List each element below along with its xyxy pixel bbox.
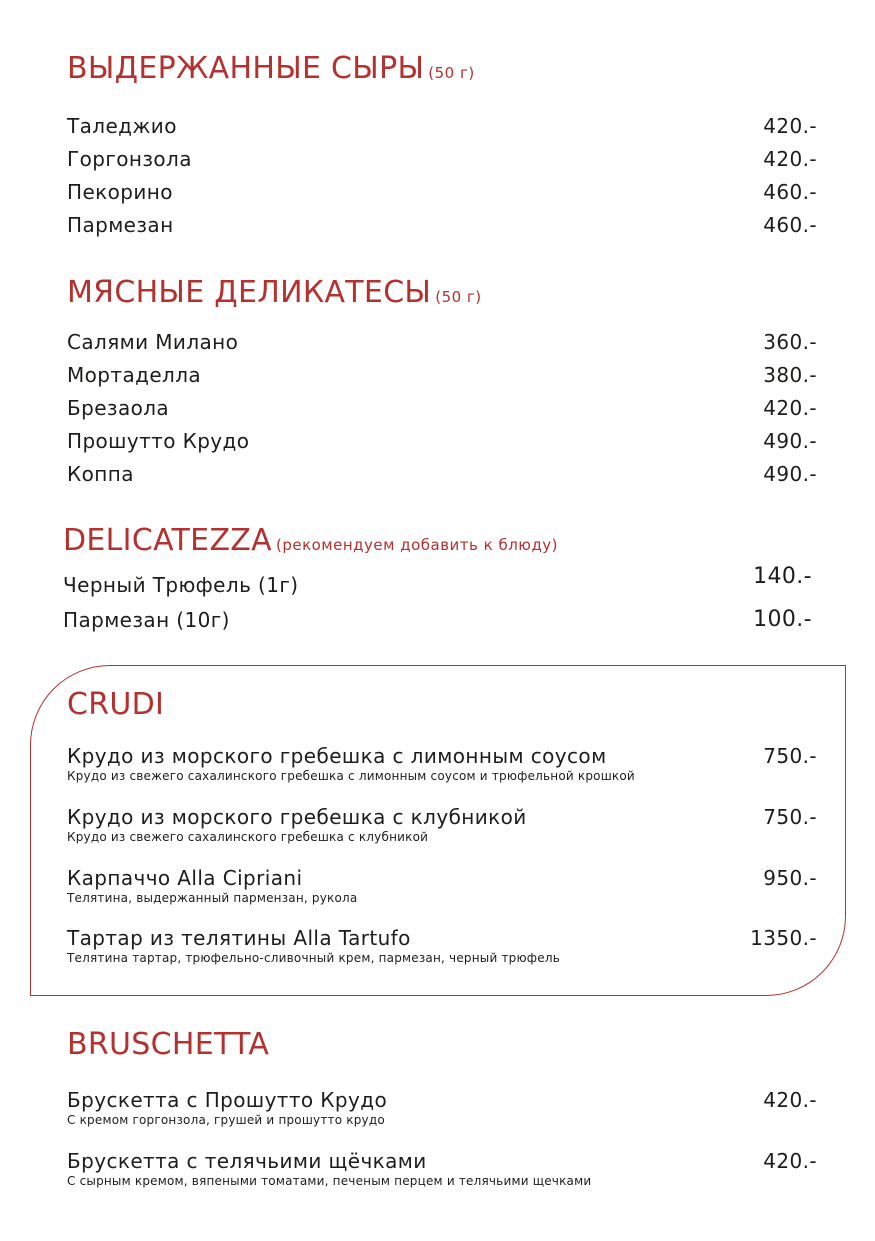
item-price: 490.- (763, 462, 817, 486)
item-price: 420.- (763, 1088, 817, 1112)
section-title-crudi: CRUDI (67, 687, 165, 722)
menu-item (67, 210, 817, 240)
item-description: Телятина, выдержанный пармензан, рукола (67, 891, 358, 905)
section-title-cheeses-text: ВЫДЕРЖАННЫЕ СЫРЫ (67, 51, 425, 86)
item-price: 140.- (753, 564, 812, 589)
item-price: 100.- (753, 607, 812, 632)
menu-item (67, 144, 817, 174)
menu-item (63, 564, 812, 600)
item-name: Крудо из морского гребешка с клубникой (67, 805, 527, 829)
section-title-meats-text: МЯСНЫЕ ДЕЛИКАТЕСЫ (67, 275, 432, 310)
item-description: Крудо из свежего сахалинского гребешка с лимонным соусом и трюфельной крошкой (67, 769, 635, 783)
menu-item (67, 111, 817, 141)
item-price: 750.- (763, 805, 817, 829)
item-name: Брезаола (67, 396, 170, 420)
section-title-delicatezza-text: DELICATEZZA (63, 523, 272, 558)
section-note-meats: (50 г) (435, 288, 482, 306)
item-name: Мортаделла (67, 363, 202, 387)
menu-item (67, 327, 817, 357)
item-description: С сырным кремом, вяпеными томатами, печеным перцем и телячьими щечками (67, 1174, 592, 1188)
section-title-bruschetta: BRUSCHETTA (67, 1027, 270, 1062)
menu-item (67, 923, 817, 965)
item-name: Черный Трюфель (1г) (63, 573, 299, 597)
item-price: 420.- (763, 1149, 817, 1173)
section-note-delicatezza: (рекомендуем добавить к блюду) (275, 536, 559, 554)
item-price: 460.- (763, 180, 817, 204)
item-name: Брускетта с Прошутто Крудо (67, 1088, 388, 1112)
item-price: 380.- (763, 363, 817, 387)
menu-item (67, 741, 817, 783)
menu-item (67, 1146, 817, 1188)
item-price: 420.- (763, 147, 817, 171)
item-name: Брускетта с телячьими щёчками (67, 1149, 427, 1173)
item-name: Пармезан (10г) (63, 608, 230, 632)
item-name: Тартар из телятины Alla Tartufo (67, 926, 411, 950)
item-price: 490.- (763, 429, 817, 453)
section-title-meats (67, 275, 482, 310)
section-title-delicatezza (63, 523, 559, 558)
section-note-cheeses: (50 г) (428, 64, 475, 82)
item-name: Прошутто Крудо (67, 429, 250, 453)
item-name: Таледжио (67, 114, 177, 138)
menu-item (63, 605, 812, 635)
item-name: Пармезан (67, 213, 174, 237)
item-price: 460.- (763, 213, 817, 237)
menu-item (67, 1085, 817, 1127)
item-price: 420.- (763, 396, 817, 420)
menu-item (67, 360, 817, 390)
item-name: Салями Милано (67, 330, 239, 354)
item-price: 420.- (763, 114, 817, 138)
menu-item (67, 459, 817, 489)
item-price: 1350.- (750, 926, 817, 950)
item-price: 750.- (763, 744, 817, 768)
menu-item (67, 426, 817, 456)
item-description: Телятина тартар, трюфельно-сливочный крем, пармезан, черный трюфель (67, 951, 560, 965)
menu-item (67, 863, 817, 905)
item-description: С кремом горгонзола, грушей и прошутто крудо (67, 1113, 385, 1127)
item-description: Крудо из свежего сахалинского гребешка с клубникой (67, 830, 429, 844)
section-title-cheeses (67, 51, 475, 86)
item-name: Коппа (67, 462, 134, 486)
item-name: Горгонзола (67, 147, 192, 171)
item-price: 950.- (763, 866, 817, 890)
menu-item (67, 393, 817, 423)
menu-item (67, 802, 817, 844)
menu-item (67, 177, 817, 207)
item-price: 360.- (763, 330, 817, 354)
item-name: Пекорино (67, 180, 173, 204)
item-name: Карпаччо Alla Cipriani (67, 866, 303, 890)
item-name: Крудо из морского гребешка с лимонным соусом (67, 744, 607, 768)
